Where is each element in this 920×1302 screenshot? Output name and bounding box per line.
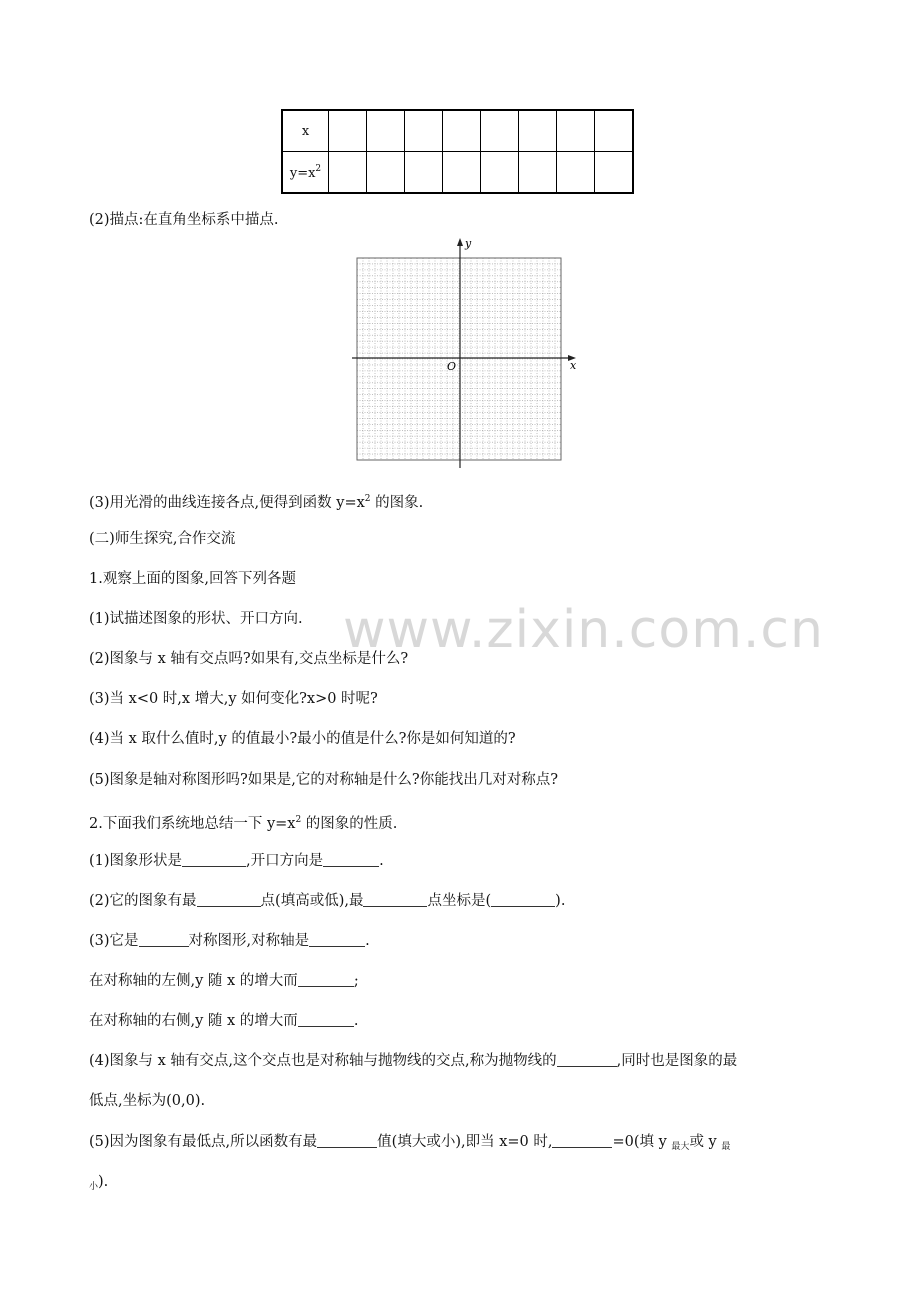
section-heading: (二)师生探究,合作交流 (89, 531, 236, 547)
grid-lines (357, 258, 561, 460)
fill-blank[interactable] (197, 892, 261, 907)
fill-blank[interactable] (317, 1133, 377, 1148)
question-1-heading: 1.观察上面的图象,回答下列各题 (89, 571, 296, 587)
property-2 (89, 891, 565, 911)
subscript: 最大 (671, 1142, 690, 1152)
summary-heading (89, 810, 397, 834)
property-5 (89, 1132, 730, 1157)
table-cell[interactable] (481, 110, 519, 152)
watermark: www.zixin.com.cn (343, 600, 824, 660)
text-span: ,开口方向是 (246, 853, 324, 869)
text-span: (4)图象与 x 轴有交点,这个交点也是对称轴与抛物线的交点,称为抛物线的 (89, 1053, 557, 1069)
table-cell[interactable] (329, 152, 367, 194)
origin-label: O (447, 360, 457, 373)
question-1-5: (5)图象是轴对称图形吗?如果是,它的对称轴是什么?你能找出几对对称点? (89, 772, 558, 788)
step-3-text (89, 489, 423, 513)
table-cell[interactable] (557, 110, 595, 152)
property-3 (89, 931, 370, 951)
text-span: 点(填高或低),最 (260, 893, 364, 909)
text-span: 在对称轴的右侧,y 随 x 的增大而 (89, 1013, 298, 1029)
table-row (282, 110, 633, 152)
property-1 (89, 851, 384, 871)
subscript: 最 (721, 1142, 731, 1152)
text-span: (3)它是 (89, 933, 139, 949)
fill-blank[interactable] (557, 1052, 617, 1067)
question-1-3: (3)当 x<0 时,x 增大,y 如何变化?x>0 时呢? (89, 691, 378, 707)
y-label-exponent: 2 (315, 163, 322, 174)
table-cell[interactable] (595, 110, 634, 152)
fill-blank[interactable] (182, 852, 246, 867)
text-span: 的图象. (370, 495, 424, 511)
question-1-2: (2)图象与 x 轴有交点吗?如果有,交点坐标是什么? (89, 651, 409, 667)
coordinate-grid (340, 232, 585, 472)
question-1-1: (1)试描述图象的形状、开口方向. (89, 611, 303, 627)
text-span: 点坐标是( (427, 893, 492, 909)
table-row (282, 152, 633, 194)
fill-blank[interactable] (298, 972, 354, 987)
y-axis-label: y (465, 237, 472, 250)
text-span: . (379, 853, 384, 869)
table-cell[interactable] (405, 152, 443, 194)
text-span: =0(填 y (612, 1134, 672, 1150)
table-cell[interactable] (443, 152, 481, 194)
value-table (281, 109, 634, 194)
table-header-x (282, 110, 329, 152)
table-cell[interactable] (557, 152, 595, 194)
table-header-y (282, 152, 329, 194)
text-span: 2.下面我们系统地总结一下 y=x (89, 816, 296, 832)
property-4-continued: 低点,坐标为(0,0). (89, 1093, 206, 1109)
text-span: (1)图象形状是 (89, 853, 183, 869)
table-cell[interactable] (443, 110, 481, 152)
fill-blank[interactable] (363, 892, 427, 907)
text-span: ). (555, 893, 566, 909)
fill-blank[interactable] (491, 892, 555, 907)
table-cell[interactable] (595, 152, 634, 194)
text-span: . (353, 1013, 359, 1029)
exponent: 2 (295, 815, 302, 825)
text-span: (3)用光滑的曲线连接各点,便得到函数 y=x (89, 495, 365, 511)
text-span: . (365, 933, 370, 949)
y-label: y=x (289, 165, 316, 181)
x-axis-label: x (570, 359, 577, 372)
y-axis-arrow-icon (457, 238, 463, 246)
fill-blank[interactable] (139, 932, 189, 947)
exponent: 2 (364, 494, 371, 504)
step-2-text: (2)描点:在直角坐标系中描点. (89, 212, 279, 228)
text-span: 对称图形,对称轴是 (188, 933, 310, 949)
table-cell[interactable] (367, 152, 405, 194)
property-4 (89, 1051, 737, 1071)
text-span: 值(填大或小),即当 x=0 时, (377, 1134, 553, 1150)
property-5-continued (89, 1172, 108, 1197)
table-cell[interactable] (519, 110, 557, 152)
text-span: 的图象的性质. (301, 816, 398, 832)
fill-blank[interactable] (298, 1012, 354, 1027)
fill-blank[interactable] (323, 852, 379, 867)
x-label: x (301, 123, 310, 139)
text-span: ,同时也是图象的最 (616, 1053, 738, 1069)
text-span: ). (98, 1174, 109, 1190)
question-1-4: (4)当 x 取什么值时,y 的值最小?最小的值是什么?你是如何知道的? (89, 731, 516, 747)
text-span: 在对称轴的左侧,y 随 x 的增大而 (89, 973, 298, 989)
table-cell[interactable] (405, 110, 443, 152)
fill-blank[interactable] (309, 932, 365, 947)
fill-blank[interactable] (552, 1133, 612, 1148)
table-cell[interactable] (481, 152, 519, 194)
table-cell[interactable] (329, 110, 367, 152)
table-cell[interactable] (519, 152, 557, 194)
property-3-left (89, 971, 359, 991)
text-span: 或 y (689, 1134, 722, 1150)
subscript: 小 (89, 1182, 99, 1192)
property-3-right (89, 1011, 358, 1031)
table-cell[interactable] (367, 110, 405, 152)
text-span: ; (353, 973, 359, 989)
text-span: (2)它的图象有最 (89, 893, 197, 909)
text-span: (5)因为图象有最低点,所以函数有最 (89, 1134, 318, 1150)
